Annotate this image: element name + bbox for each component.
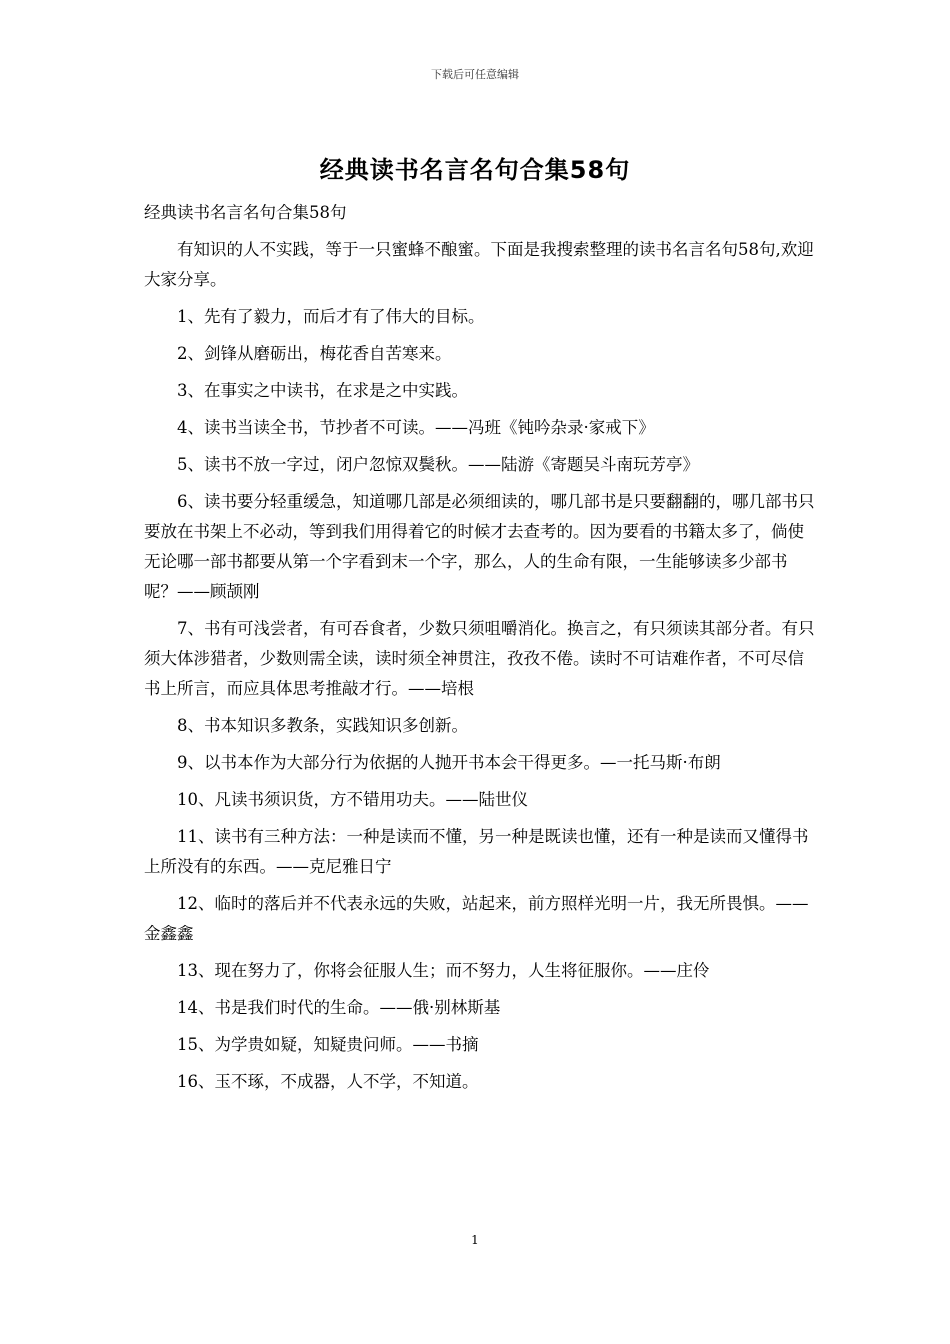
quote-item: 16、玉不琢，不成器，人不学，不知道。 bbox=[177, 1072, 479, 1091]
intro-paragraph: 有知识的人不实践，等于一只蜜蜂不酿蜜。下面是我搜索整理的读书名言名句58句,欢迎大家分享。 bbox=[144, 240, 814, 289]
quote-item: 2、剑锋从磨砺出，梅花香自苦寒来。 bbox=[177, 344, 452, 363]
quote-item: 10、凡读书须识货，方不错用功夫。——陆世仪 bbox=[177, 790, 528, 809]
quote-item: 5、读书不放一字过，闭户忽惊双鬓秋。——陆游《寄题吴斗南玩芳亭》 bbox=[177, 455, 699, 474]
quote-item: 1、先有了毅力，而后才有了伟大的目标。 bbox=[177, 307, 485, 326]
quote-item: 15、为学贵如疑，知疑贵问师。——书摘 bbox=[177, 1035, 479, 1054]
quote-item: 6、读书要分轻重缓急，知道哪几部是必须细读的，哪几部书是只要翻翻的，哪几部书只要放在书架上不必动，等到我们用得着它的时候才去查考的。因为要看的书籍太多了，倘使无论哪一部书都要从第一个字看到末一个字，那么，人的生命有限，一生能够读多少部书呢？——顾颉刚 bbox=[144, 492, 815, 601]
quote-item: 14、书是我们时代的生命。——俄·别林斯基 bbox=[177, 998, 501, 1017]
quote-item: 3、在事实之中读书，在求是之中实践。 bbox=[177, 381, 468, 400]
document-title: 经典读书名言名句合集58句 bbox=[319, 156, 631, 184]
quote-item: 12、临时的落后并不代表永远的失败，站起来，前方照样光明一片，我无所畏惧。——金鑫鑫 bbox=[144, 894, 809, 943]
quote-item: 7、书有可浅尝者，有可吞食者，少数只须咀嚼消化。换言之，有只须读其部分者。有只须大体涉猎者，少数则需全读，读时须全神贯注，孜孜不倦。读时不可诘难作者，不可尽信书上所言，而应具体思考推敲才行。——培根 bbox=[144, 619, 815, 698]
quote-item: 9、以书本作为大部分行为依据的人抛开书本会干得更多。—一托马斯·布朗 bbox=[177, 753, 721, 772]
quote-item: 13、现在努力了，你将会征服人生；而不努力，人生将征服你。——庄伶 bbox=[177, 961, 710, 980]
quote-item: 8、书本知识多教条，实践知识多创新。 bbox=[177, 716, 468, 735]
page-header-note: 下载后可任意编辑 bbox=[431, 68, 519, 81]
page-number: 1 bbox=[471, 1233, 479, 1247]
quote-item: 11、读书有三种方法：一种是读而不懂，另一种是既读也懂，还有一种是读而又懂得书上所没有的东西。——克尼雅日宁 bbox=[144, 827, 809, 876]
document-subtitle: 经典读书名言名句合集58句 bbox=[144, 203, 347, 222]
quote-item: 4、读书当读全书，节抄者不可读。——冯班《钝吟杂录·家戒下》 bbox=[177, 418, 655, 437]
document-body bbox=[144, 198, 816, 1104]
